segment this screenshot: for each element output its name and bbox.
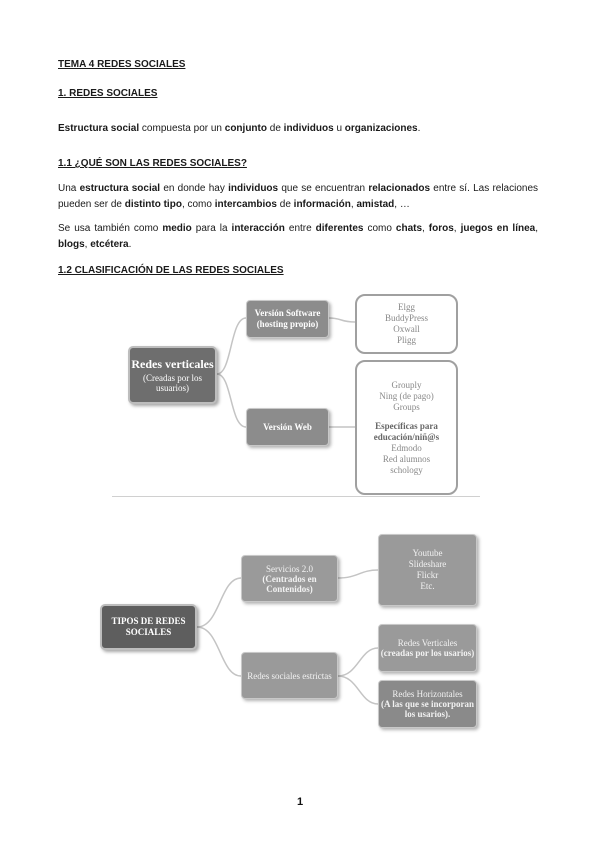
list-software-platforms	[355, 294, 458, 354]
web-item: Ning (de pago)	[379, 390, 434, 401]
list-servicios	[378, 534, 477, 606]
verticales-title: Redes Verticales	[397, 638, 458, 648]
software-item: Oxwall	[393, 324, 420, 334]
web-item: Grouply	[391, 379, 422, 390]
node-redes-estrictas: Redes sociales estrictas	[241, 652, 338, 699]
software-item: BuddyPress	[384, 313, 428, 323]
node-redes-verticales	[128, 346, 217, 404]
node-version-software: Versión Software (hosting propio)	[246, 300, 329, 338]
servicios-sub: (Centrados en Contenidos)	[262, 573, 317, 594]
node-redes-verticales-sub: (Creadas por los usuarios)	[143, 372, 202, 393]
servicios-item: Etc.	[420, 581, 435, 591]
page-number: 1	[296, 796, 304, 808]
diagram-divider	[112, 496, 480, 497]
horizontales-sub: (A las que se incorporan los usarios).	[380, 699, 474, 719]
paragraph-what-are: Una estructura social en donde hay individuos que se encuentran relacionados entre sí. Las relaciones pueden ser de distinto tipo, como intercambios de información, amistad, …	[58, 183, 539, 210]
servicios-item: Slideshare	[408, 559, 447, 569]
section-heading-1: 1. REDES SOCIALES	[58, 88, 158, 99]
section-heading-1-1: 1.1 ¿QUÉ SON LAS REDES SOCIALES?	[58, 158, 247, 169]
web-specific-heading: Específicas para educación/niñ@s	[373, 420, 440, 442]
node-redes-verticales-2	[378, 624, 477, 672]
servicios-title: Servicios 2.0	[266, 563, 313, 574]
paragraph-usage: Se usa también como medio para la interacción entre diferentes como chats, foros, juegos en línea, blogs, etcétera.	[58, 223, 538, 250]
node-version-web: Versión Web	[246, 408, 329, 446]
web-specific-item: Edmodo	[391, 442, 422, 453]
section-heading-1-2: 1.2 CLASIFICACIÓN DE LAS REDES SOCIALES	[58, 265, 284, 276]
software-item: Pligg	[396, 335, 416, 345]
servicios-item: Flickr	[416, 570, 439, 580]
definition-paragraph: Estructura social compuesta por un conjunto de individuos u organizaciones.	[58, 123, 421, 134]
verticales-sub: (creadas por los usarios)	[380, 648, 475, 658]
list-web-platforms	[355, 360, 458, 495]
node-redes-verticales-title: Redes verticales	[131, 356, 214, 371]
servicios-item: Youtube	[412, 548, 443, 558]
horizontales-title: Redes Horizontales	[392, 689, 463, 699]
node-servicios-20	[241, 555, 338, 602]
software-item: Elgg	[398, 302, 415, 312]
web-specific-item: schology	[390, 464, 423, 475]
web-specific-item: Red alumnos	[382, 453, 431, 464]
web-item: Groups	[393, 401, 420, 412]
node-redes-horizontales	[378, 680, 477, 728]
node-tipos-redes: TIPOS DE REDES SOCIALES	[100, 604, 197, 650]
document-title: TEMA 4 REDES SOCIALES	[58, 59, 186, 70]
